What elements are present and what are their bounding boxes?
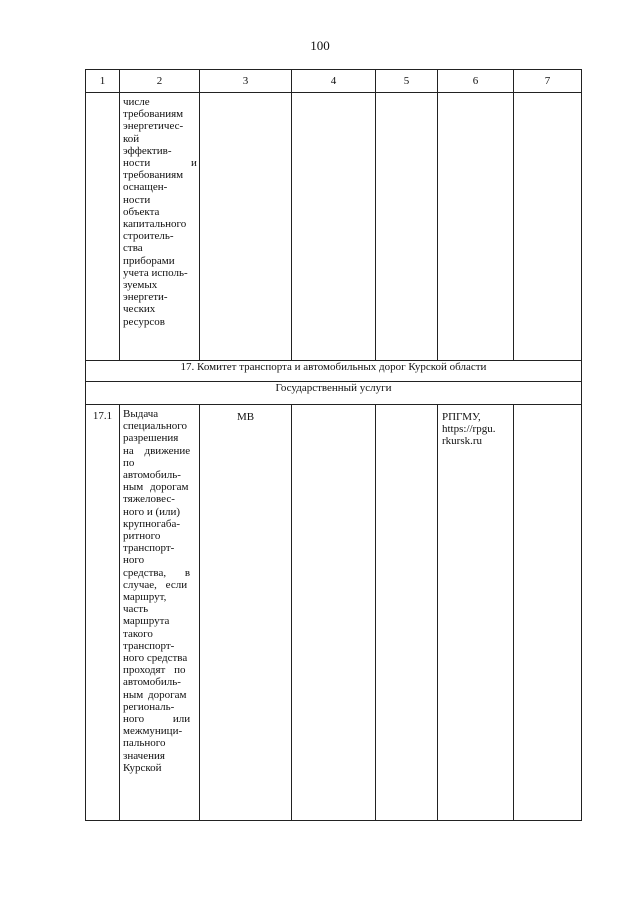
text-line: ности и: [123, 157, 197, 170]
cell-col7: [514, 405, 582, 821]
page-number: 100: [310, 38, 330, 53]
text-line: ного и (или): [123, 505, 181, 518]
text-line: ного или: [123, 713, 191, 726]
text-line: ного: [123, 554, 145, 567]
text-line: оснащен-: [123, 181, 168, 194]
table-row-continued: [86, 93, 582, 361]
table-row-17-1: [86, 405, 582, 821]
text-line: такого: [123, 627, 153, 640]
text-line: разрешения: [123, 432, 179, 445]
cell-col6: [438, 93, 514, 361]
text-line: Курской: [123, 761, 162, 774]
cell-col4: [292, 93, 376, 361]
column-header-1: 1: [86, 70, 120, 93]
text-line: ным дорогам: [123, 481, 189, 494]
text-line: ритного: [123, 530, 161, 543]
text-line: зуемых: [123, 279, 158, 292]
column-header-2: 2: [120, 70, 200, 93]
text-line: случае, если: [123, 578, 188, 591]
column-header-5: 5: [376, 70, 438, 93]
text-line: требованиям: [123, 169, 184, 182]
text-line: маршрут,: [123, 591, 167, 604]
text-line: пального: [123, 737, 166, 750]
cell-col5: [376, 93, 438, 361]
column-header-6: 6: [438, 70, 514, 93]
text-line: числе: [123, 96, 150, 108]
column-header-7: 7: [514, 70, 582, 93]
text-line: региональ-: [123, 700, 175, 713]
text-line: специального: [123, 420, 188, 433]
text-line: крупногаба-: [123, 517, 181, 530]
text-line: ным дорогам: [123, 688, 187, 701]
column-header-3: 3: [200, 70, 292, 93]
text-line: транспорт-: [123, 639, 175, 652]
text-line: ства: [123, 242, 143, 255]
text-line: значения: [123, 749, 165, 762]
column-header-row: [86, 70, 582, 93]
text-line: по: [123, 456, 135, 469]
text-line: ресурсов: [123, 315, 165, 328]
cell-service-description: [120, 93, 200, 361]
text-line: энергети-: [123, 291, 168, 304]
text-line: требованиям: [123, 108, 184, 121]
section-title: 17. Комитет транспорта и автомобильных дорог Курской области: [86, 361, 582, 382]
text-line: энергетичес-: [123, 120, 184, 133]
text-line: транспорт-: [123, 542, 175, 555]
cell-service-form: МВ: [200, 405, 292, 821]
text-line: на движение: [123, 444, 191, 457]
text-line: капитального: [123, 218, 187, 231]
text-line: автомобиль-: [123, 676, 181, 689]
text-line: кой: [123, 132, 140, 145]
text-line: приборами: [123, 254, 175, 267]
cell-number: 17.1: [86, 405, 120, 821]
subsection-title: Государственный услуги: [86, 382, 582, 405]
text-line: объекта: [123, 205, 160, 218]
cell-col7: [514, 93, 582, 361]
cell-service-description: [120, 405, 200, 821]
section-row: [86, 361, 582, 382]
text-line: https://rpgu.: [442, 423, 496, 436]
text-line: часть: [123, 603, 149, 616]
column-header-4: 4: [292, 70, 376, 93]
services-table: [85, 69, 582, 821]
text-line: строитель-: [123, 230, 174, 243]
cell-portal: [438, 405, 514, 821]
subsection-row: [86, 382, 582, 405]
text-line: ности: [123, 193, 151, 206]
cell-col5: [376, 405, 438, 821]
text-line: Выдача: [123, 408, 159, 420]
text-line: РПГМУ,: [442, 411, 481, 423]
text-line: проходят по: [123, 664, 186, 677]
cell-col4: [292, 405, 376, 821]
text-line: тяжеловес-: [123, 493, 175, 506]
text-line: автомобиль-: [123, 469, 181, 482]
text-line: rkursk.ru: [442, 435, 483, 448]
text-line: учета исполь-: [123, 266, 188, 279]
text-line: маршрута: [123, 615, 170, 628]
cell-col3: [200, 93, 292, 361]
cell-number: [86, 93, 120, 361]
text-line: межмуници-: [123, 725, 183, 738]
text-line: ческих: [123, 303, 156, 316]
text-line: средства, в: [123, 566, 191, 579]
text-line: эффектив-: [123, 144, 172, 157]
text-line: ного средства: [123, 652, 188, 665]
